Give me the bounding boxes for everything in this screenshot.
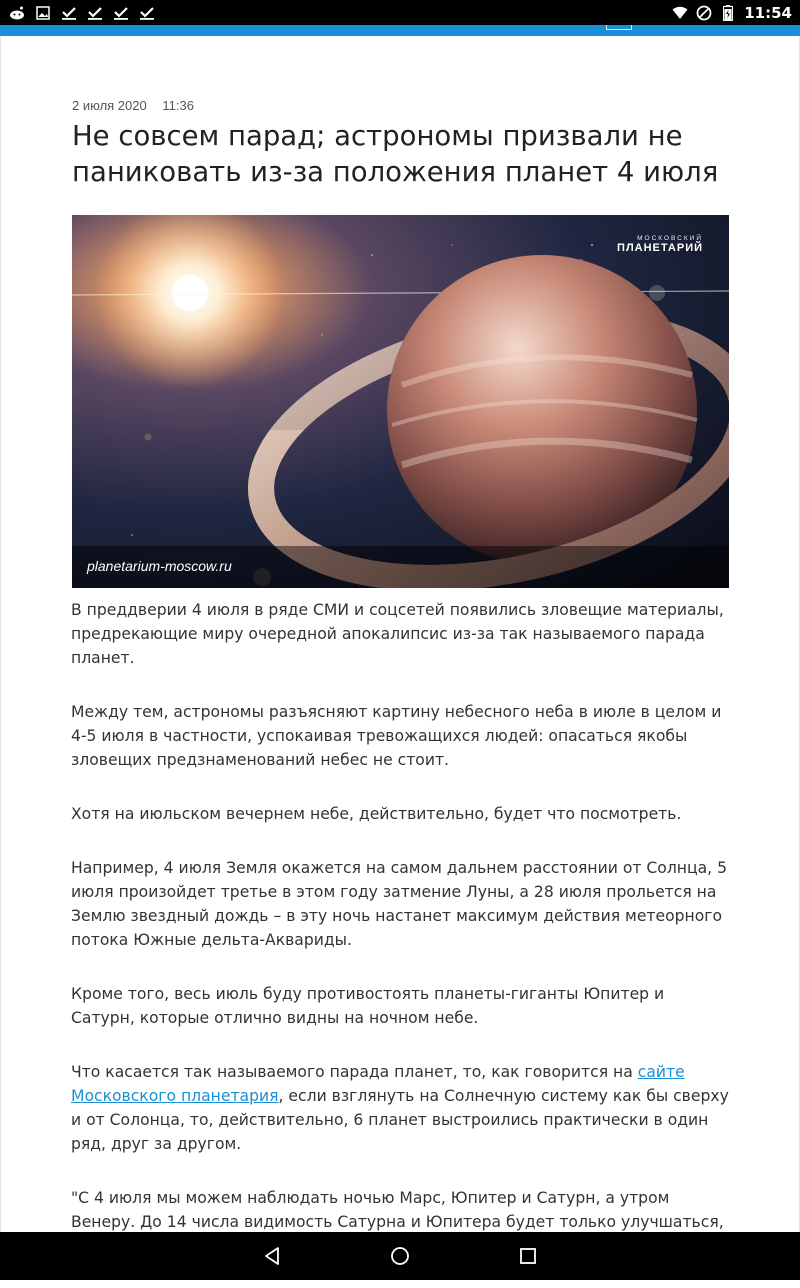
back-icon[interactable] [260,1244,284,1268]
system-icons [672,4,800,22]
article-time: 11:36 [162,98,194,113]
site-header-strip [0,25,800,36]
reddit-icon [8,4,26,22]
article-date: 2 июля 2020 [72,98,147,113]
dnd-icon [696,5,712,21]
recents-icon[interactable] [516,1244,540,1268]
image-caption-text: planetarium-moscow.ru [87,558,232,574]
article-paragraph: Например, 4 июля Земля окажется на самом дальнем расстоянии от Солнца, 5 июля произойдет третье в этом году затмение Луны, а 28 июля прольется на Землю звездный дождь – в эту ночь настанет максимум действия метеорного потока Южные дельта-Аквариды. [71,859,728,949]
article-paragraph: Кроме того, весь июль буду противостоять планеты-гиганты Юпитер и Сатурн, которые отлично видны на ночном небе. [71,985,665,1027]
header-menu-fragment[interactable] [606,25,632,30]
battery-icon [720,5,736,21]
article-meta [72,98,194,113]
article-paragraph: В преддверии 4 июля в ряде СМИ и соцсетей появились зловещие материалы, предрекающие миру очередной апокалипсис из-за так называемого парада планет. [71,601,724,667]
saturn-illustration [72,215,729,588]
image-icon [34,4,52,22]
navigation-bar [0,1232,800,1280]
status-bar [0,0,800,25]
paragraph-text: Что касается так называемого парада планет, то, как говорится на [71,1063,638,1081]
article-image[interactable] [72,215,729,588]
paragraph-text: , если взглянуть на Солнечную систему как бы сверху и от Солонца, то, действительно, 6 планет выстроились практически в один ряд, друг за другом. [71,1087,729,1153]
article-body [71,598,731,1288]
clock: 11:54 [744,3,792,22]
article-paragraph [71,1060,731,1156]
check-icon [138,4,156,22]
article-paragraph: "С 4 июля мы можем наблюдать ночью Марс, Юпитер и Сатурн, а утром Венеру. До 14 числа видимость Сатурна и Юпитера будет только улучшаться, [71,1189,724,1231]
article-paragraph: Хотя на июльском вечернем небе, действительно, будет что посмотреть. [71,805,682,823]
wifi-icon [672,5,688,21]
planetarium-site-link[interactable]: сайте Московского планетария [71,1063,685,1105]
home-icon[interactable] [388,1244,412,1268]
check-icon [60,4,78,22]
article-title: Не совсем парад; астрономы призвали не паниковать из-за положения планет 4 июля [72,120,719,188]
planetarium-logo: МОСКОВСКИЙ ПЛАНЕТАРИЙ [617,235,703,254]
notification-icons [0,4,156,22]
image-caption [72,546,729,588]
article-paragraph: Между тем, астрономы разъясняют картину небесного неба в июле в целом и 4-5 июля в частности, успокаивая тревожащихся людей: опасаться якобы зловещих предзнаменований небес не стоит. [71,703,722,769]
check-icon [86,4,104,22]
check-icon [112,4,130,22]
